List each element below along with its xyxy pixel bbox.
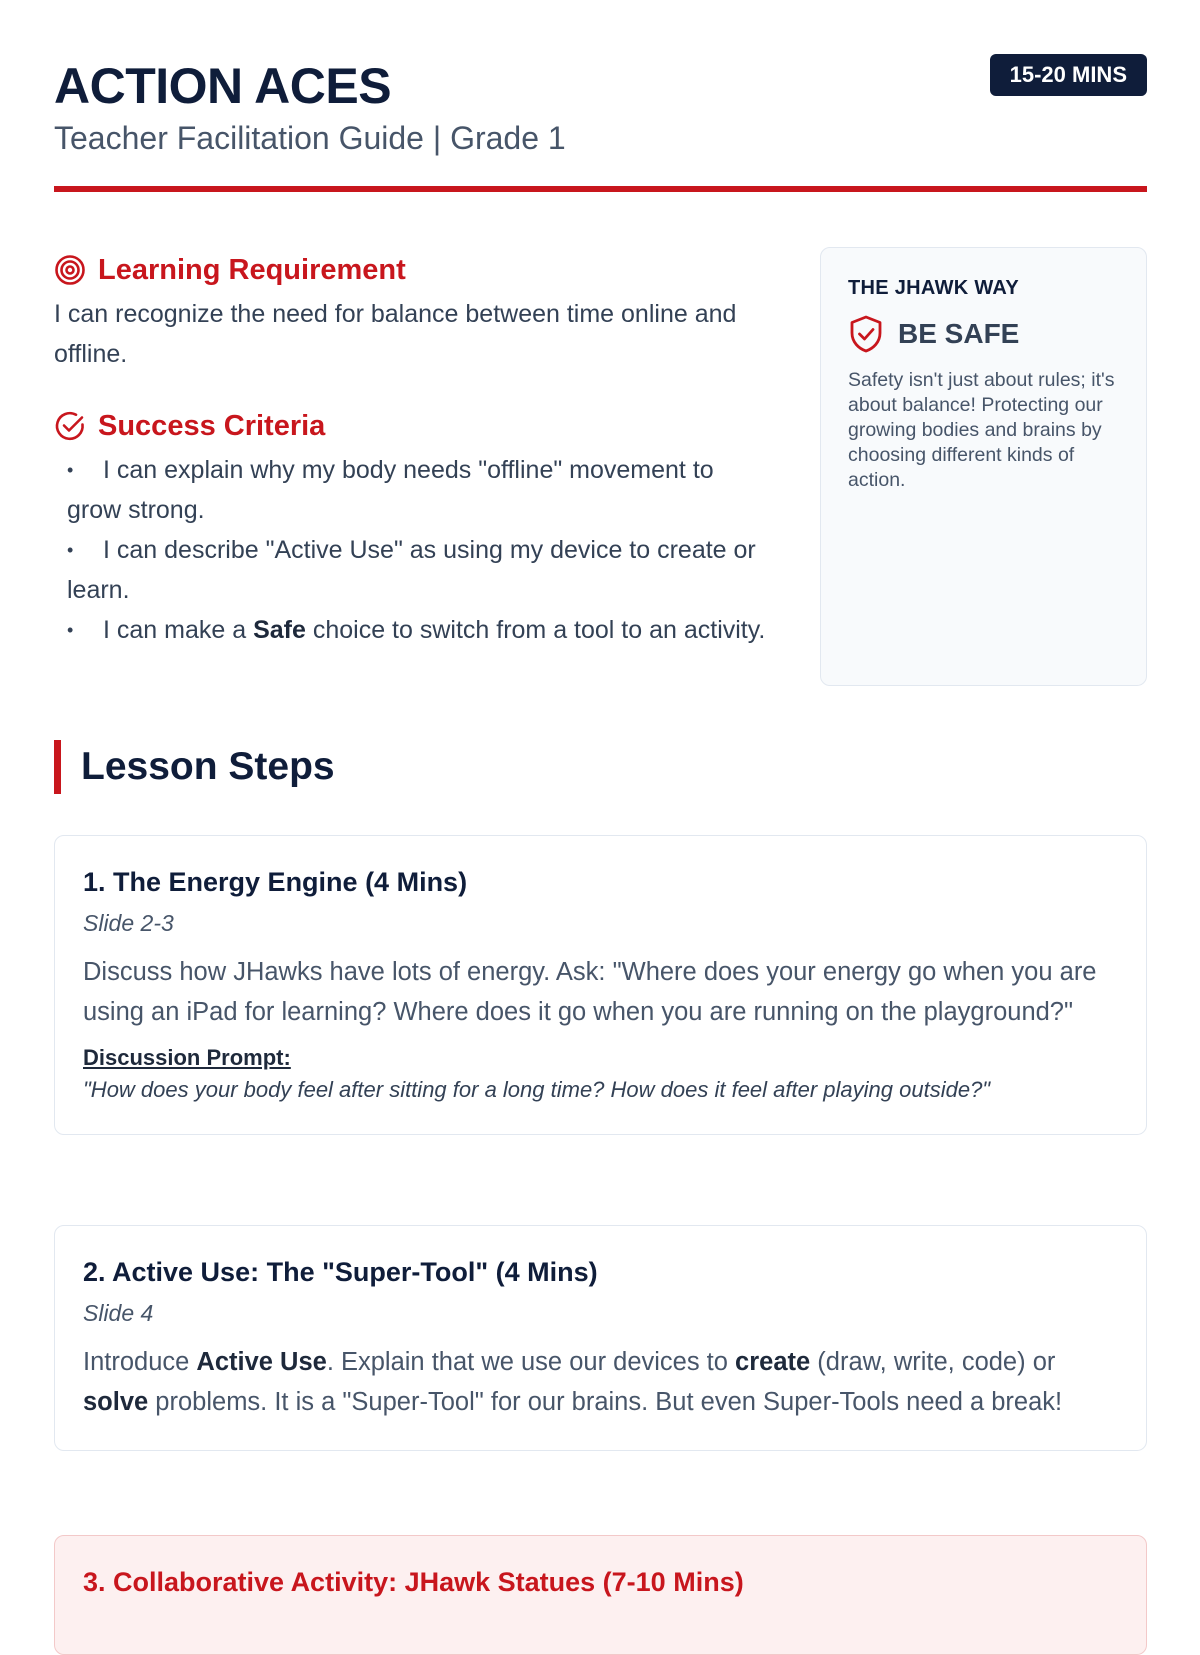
- step-description: Introduce Active Use. Explain that we use our devices to create (draw, write, code) or solve problems. It is a "Super-Tool" for our brains. But even Super-Tools need a break!: [83, 1348, 1063, 1416]
- step-title: 1. The Energy Engine (4 Mins): [83, 867, 468, 897]
- lesson-step-card-2: [54, 1225, 1147, 1451]
- lesson-steps-heading: Lesson Steps: [54, 740, 335, 794]
- header: [54, 54, 1147, 194]
- jhawk-way-description: Safety isn't just about rules; it's about balance! Protecting our growing bodies and brains by choosing different kinds of action.: [848, 369, 1115, 491]
- time-badge: 15-20 MINS: [990, 54, 1147, 96]
- step-title: 3. Collaborative Activity: JHawk Statues (7-10 Mins): [83, 1567, 744, 1597]
- facilitation-guide-page: [54, 0, 1147, 1600]
- header-divider: [54, 186, 1147, 192]
- discussion-prompt-label: Discussion Prompt:: [83, 1045, 291, 1070]
- lesson-step-card-3: [54, 1535, 1147, 1655]
- emphasis-safe: Safe: [253, 616, 306, 644]
- shield-check-icon: [848, 314, 884, 354]
- jhawk-way-value: BE SAFE: [848, 314, 1119, 354]
- learning-requirement-text: I can recognize the need for balance between time online and offline.: [54, 300, 737, 368]
- target-icon: [54, 254, 86, 286]
- discussion-prompt-text: "How does your body feel after sitting for a long time? How does it feel after playing outside?": [83, 1077, 991, 1102]
- list-item: • I can describe "Active Use" as using my device to create or learn.: [67, 536, 756, 604]
- list-item: • I can explain why my body needs "offline" movement to grow strong.: [67, 456, 714, 524]
- list-item: • I can make a Safe choice to switch from a tool to an activity.: [67, 616, 766, 644]
- check-circle-icon: [54, 410, 86, 442]
- learning-requirement-heading: [54, 250, 774, 290]
- success-criteria-list: [54, 450, 774, 650]
- step-slide-ref: Slide 2-3: [83, 910, 174, 936]
- step-slide-ref: Slide 4: [83, 1300, 154, 1326]
- success-criteria-heading: [54, 406, 774, 446]
- objectives-column: [54, 250, 774, 650]
- step-description: Discuss how JHawks have lots of energy. Ask: "Where does your energy go when you are using an iPad for learning? Where does it go when you are running on the playground?": [83, 958, 1097, 1026]
- success-criteria-label: Success Criteria: [98, 410, 326, 442]
- jhawk-way-card: [820, 247, 1147, 686]
- jhawk-way-label: THE JHAWK WAY: [848, 277, 1019, 299]
- page-title: ACTION ACES: [54, 58, 392, 114]
- page-subtitle: Teacher Facilitation Guide | Grade 1: [54, 120, 566, 156]
- lesson-step-card-1: [54, 835, 1147, 1135]
- learning-requirement-label: Learning Requirement: [98, 254, 406, 286]
- step-title: 2. Active Use: The "Super-Tool" (4 Mins): [83, 1257, 598, 1287]
